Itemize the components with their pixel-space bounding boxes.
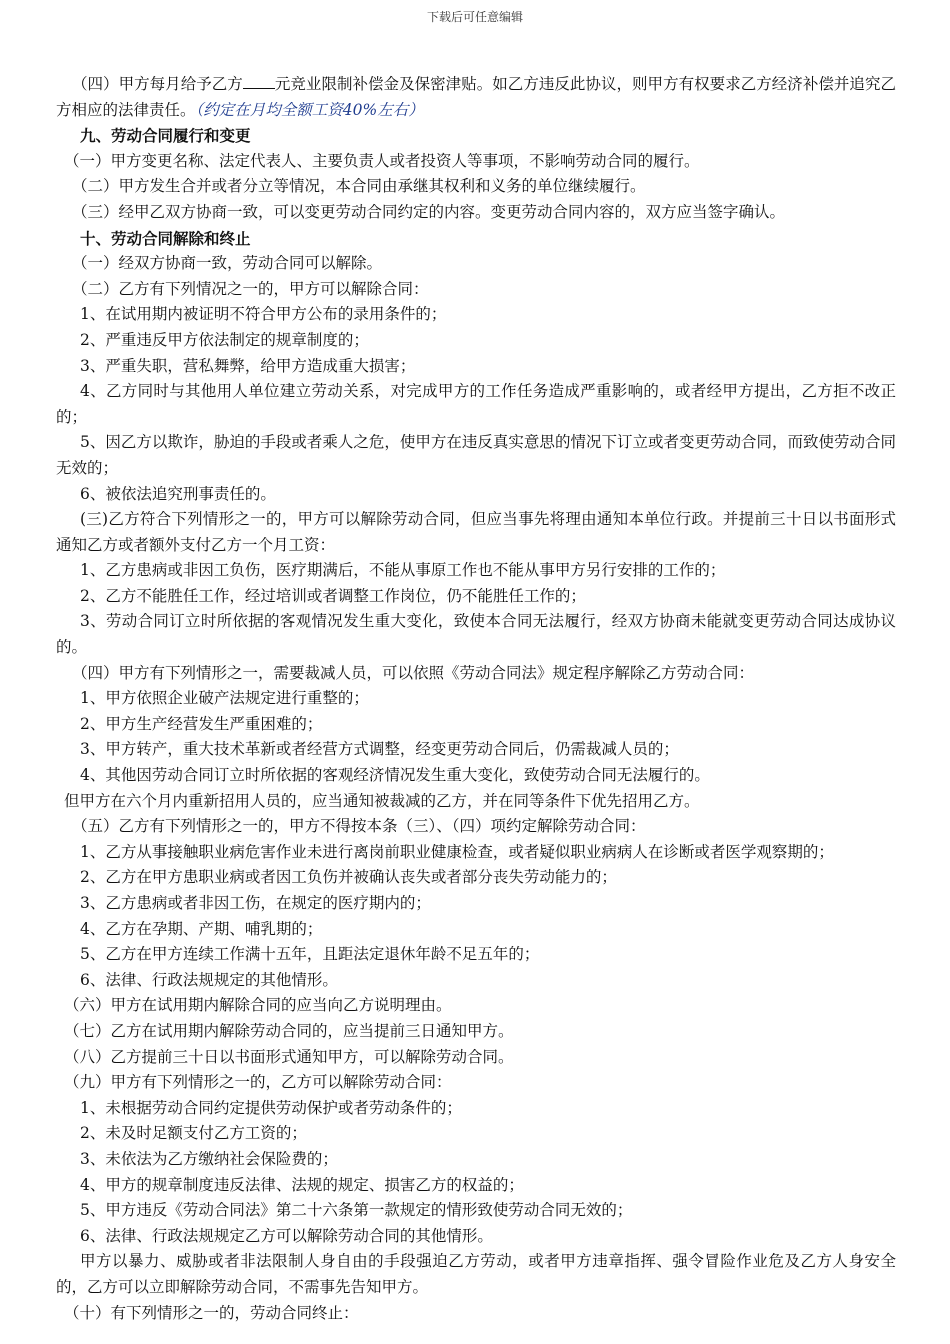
- paragraph: （二）甲方发生合并或者分立等情况，本合同由承继其权利和义务的单位继续履行。: [72, 177, 646, 196]
- list-item: 1、乙方患病或非因工负伤，医疗期满后，不能从事原工作也不能从事甲方另行安排的工作的；: [80, 561, 726, 580]
- annotation-note: （约定在月均全额工资40%左右）: [195, 100, 424, 119]
- list-item: 4、其他因劳动合同订立时所依据的客观经济情况发生重大变化，致使劳动合同无法履行的。: [80, 766, 710, 785]
- list-item: 3、未依法为乙方缴纳社会保险费的；: [80, 1149, 338, 1168]
- list-item: 2、未及时足额支付乙方工资的；: [80, 1124, 307, 1143]
- document-body: [56, 72, 896, 1326]
- list-item: 2、严重违反甲方依法制定的规章制度的；: [80, 330, 369, 349]
- list-item: 4、乙方在孕期、产期、哺乳期的；: [80, 919, 323, 938]
- list-item: 6、法律、行政法规规定的其他情形。: [80, 970, 338, 989]
- list-item: 4、乙方同时与其他用人单位建立劳动关系，对完成甲方的工作任务造成严重影响的，或者经甲方提出，乙方拒不改正的；: [56, 382, 896, 426]
- blank-amount-field: [243, 74, 275, 89]
- section-heading-10: 十、劳动合同解除和终止: [80, 228, 251, 248]
- paragraph: （三）经甲乙双方协商一致，可以变更劳动合同约定的内容。变更劳动合同内容的，双方应当签字确认。: [72, 202, 786, 221]
- page-header: 下载后可任意编辑: [426, 10, 523, 24]
- list-item: 2、乙方不能胜任工作，经过培训或者调整工作岗位，仍不能胜任工作的；: [80, 586, 586, 605]
- list-item: 1、甲方依照企业破产法规定进行重整的；: [80, 689, 369, 708]
- paragraph: （十）有下列情形之一的，劳动合同终止：: [64, 1303, 359, 1322]
- list-item: 3、甲方转产，重大技术革新或者经营方式调整，经变更劳动合同后，仍需裁减人员的；: [80, 740, 679, 759]
- paragraph: （一）甲方变更名称、法定代表人、主要负责人或者投资人等事项，不影响劳动合同的履行。: [64, 151, 700, 170]
- paragraph: （八）乙方提前三十日以书面形式通知甲方，可以解除劳动合同。: [64, 1047, 514, 1066]
- paragraph: (三)乙方符合下列情形之一的，甲方可以解除劳动合同，但应当事先将理由通知本单位行政。并提前三十日以书面形式通知乙方或者额外支付乙方一个月工资：: [56, 510, 896, 554]
- paragraph-compensation: [56, 72, 896, 123]
- list-item: 1、乙方从事接触职业病危害作业未进行离岗前职业健康检查，或者疑似职业病病人在诊断或者医学观察期的；: [80, 842, 834, 861]
- list-item: 5、甲方违反《劳动合同法》第二十六条第一款规定的情形致使劳动合同无效的；: [80, 1201, 633, 1220]
- paragraph: （七）乙方在试用期内解除劳动合同的，应当提前三日通知甲方。: [64, 1021, 514, 1040]
- list-item: 3、乙方患病或者非因工伤，在规定的医疗期内的；: [80, 894, 431, 912]
- paragraph: （一）经双方协商一致，劳动合同可以解除。: [72, 254, 383, 273]
- list-item: 2、乙方在甲方患职业病或者因工负伤并被确认丧失或者部分丧失劳动能力的；: [80, 868, 617, 887]
- list-item: 6、被依法追究刑事责任的。: [80, 484, 276, 503]
- text-segment: （四）甲方每月给予乙方: [72, 75, 243, 93]
- paragraph: （六）甲方在试用期内解除合同的应当向乙方说明理由。: [64, 996, 452, 1015]
- list-item: 4、甲方的规章制度违反法律、法规的规定、损害乙方的权益的；: [80, 1175, 524, 1194]
- list-item: 2、甲方生产经营发生严重困难的；: [80, 714, 323, 733]
- list-item: 5、乙方在甲方连续工作满十五年，且距法定退休年龄不足五年的；: [80, 945, 540, 964]
- list-item: 1、在试用期内被证明不符合甲方公布的录用条件的；: [80, 305, 447, 324]
- paragraph: （九）甲方有下列情形之一的，乙方可以解除劳动合同：: [64, 1073, 452, 1092]
- list-item: 1、未根据劳动合同约定提供劳动保护或者劳动条件的；: [80, 1098, 462, 1117]
- list-item: 3、劳动合同订立时所依据的客观情况发生重大变化，致使本合同无法履行，经双方协商未能就变更劳动合同达成协议的。: [56, 612, 896, 657]
- paragraph: （四）甲方有下列情形之一，需要裁减人员，可以依照《劳动合同法》规定程序解除乙方劳动合同：: [72, 663, 755, 682]
- section-heading-9: 九、劳动合同履行和变更: [80, 126, 251, 146]
- paragraph: （二）乙方有下列情况之一的，甲方可以解除合同：: [72, 279, 429, 298]
- list-item: 6、法律、行政法规规定乙方可以解除劳动合同的其他情形。: [80, 1226, 493, 1245]
- list-item: 5、因乙方以欺诈，胁迫的手段或者乘人之危，使甲方在违反真实意思的情况下订立或者变更劳动合同，而致使劳动合同无效的；: [56, 433, 896, 477]
- list-item: 3、严重失职，营私舞弊，给甲方造成重大损害；: [80, 356, 416, 375]
- paragraph: 甲方以暴力、威胁或者非法限制人身自由的手段强迫乙方劳动，或者甲方违章指挥、强令冒险作业危及乙方人身安全的，乙方可以立即解除劳动合同，不需事先告知甲方。: [56, 1252, 896, 1296]
- paragraph: 但甲方在六个月内重新招用人员的，应当通知被裁减的乙方，并在同等条件下优先招用乙方。: [64, 791, 700, 810]
- text-segment: 元竞业限制补偿金及保密津贴。如乙方违反此协议，则甲方有权要求乙方经济补偿并追究乙方相应的法律责任。: [56, 75, 896, 119]
- paragraph: （五）乙方有下列情形之一的，甲方不得按本条（三）、（四）项约定解除劳动合同：: [72, 817, 646, 836]
